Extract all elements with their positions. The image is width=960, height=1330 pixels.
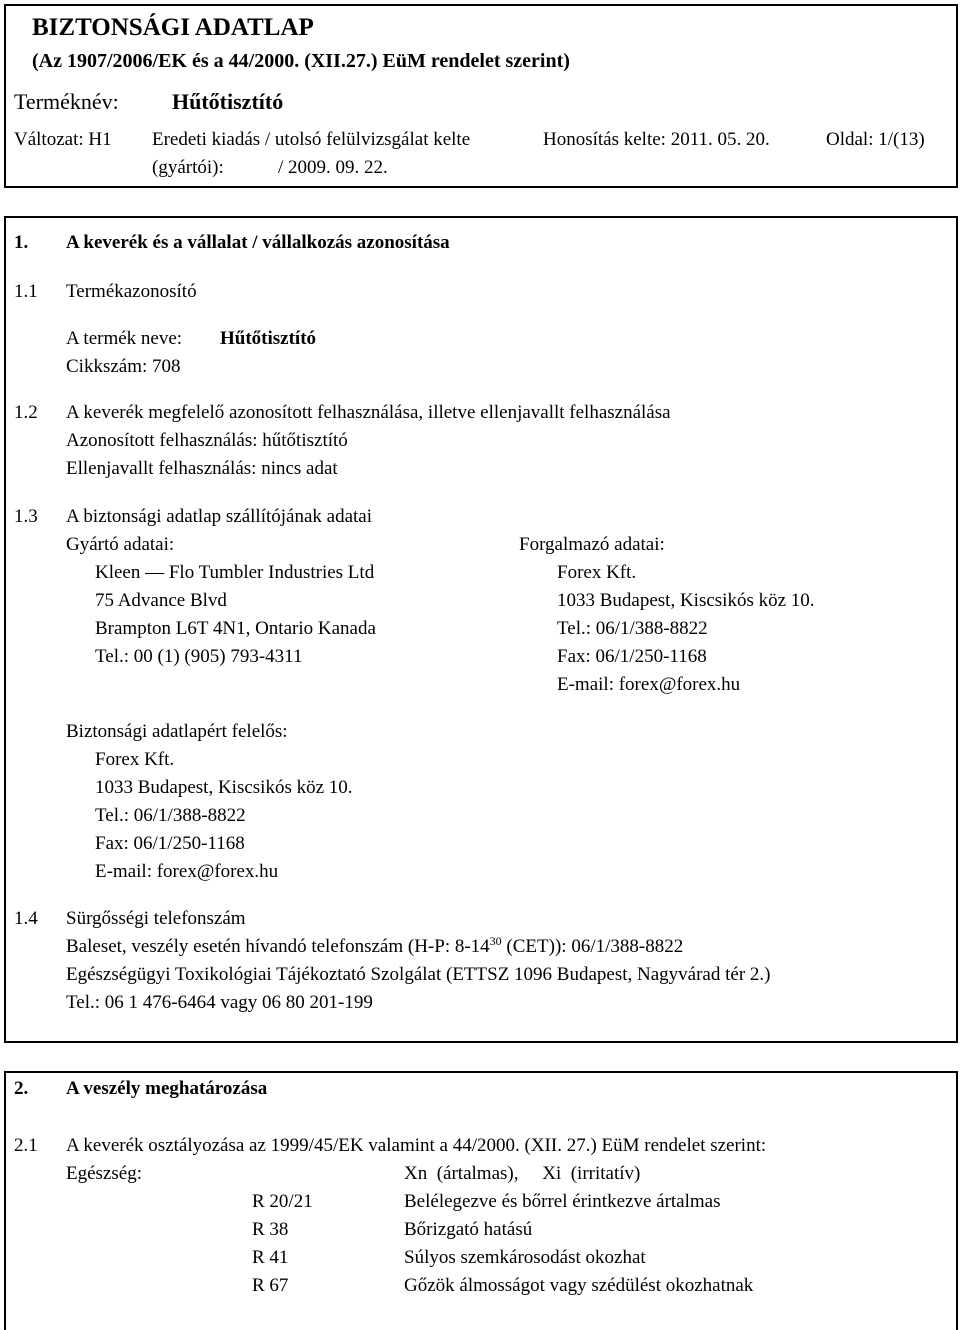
manufacturer-line: Brampton L6T 4N1, Ontario Kanada (95, 618, 376, 639)
section-2-1-number: 2.1 (14, 1135, 38, 1156)
distributor-line: 1033 Budapest, Kiscsikós köz 10. (557, 590, 815, 611)
issue-label-2: (gyártói): (152, 157, 224, 178)
emergency-phone-superscript: 30 (489, 934, 502, 948)
distributor-line: Fax: 06/1/250-1168 (557, 646, 707, 667)
r-phrase-text: Gőzök álmosságot vagy szédülést okozhatnak (404, 1275, 754, 1296)
responsible-line: Fax: 06/1/250-1168 (95, 833, 245, 854)
responsible-label: Biztonsági adatlapért felelős: (66, 721, 288, 742)
document-subtitle: (Az 1907/2006/EK és a 44/2000. (XII.27.) EüM rendelet szerint) (32, 50, 570, 72)
section-2-title: A veszély meghatározása (66, 1078, 268, 1099)
contraindicated-use: Ellenjavallt felhasználás: nincs adat (66, 458, 338, 479)
section-1-1-number: 1.1 (14, 281, 38, 302)
responsible-line: Tel.: 06/1/388-8822 (95, 805, 246, 826)
issue-label: Eredeti kiadás / utolsó felülvizsgálat kelte (152, 129, 471, 150)
section-1-number: 1. (14, 232, 29, 253)
emergency-phone-line (66, 933, 683, 961)
localization-date: Honosítás kelte: 2011. 05. 20. (543, 129, 770, 150)
product-name: Hűtőtisztító (172, 89, 284, 114)
issue-date: / 2009. 09. 22. (278, 157, 388, 178)
responsible-line: Forex Kft. (95, 749, 175, 770)
manufacturer-line: 75 Advance Blvd (95, 590, 227, 611)
product-name-value: Hűtőtisztító (220, 328, 317, 349)
r-phrase-code: R 67 (252, 1275, 289, 1296)
r-phrase-text: Bőrizgató hatású (404, 1219, 533, 1240)
section-1-1-title: Termékazonosító (66, 281, 197, 302)
product-label: Terméknév: (14, 89, 119, 114)
section-1-2-title: A keverék megfelelő azonosított felhasználása, illetve ellenjavallt felhasználása (66, 402, 671, 423)
section-2-1-title: A keverék osztályozása az 1999/45/EK valamint a 44/2000. (XII. 27.) EüM rendelet szerint: (66, 1135, 767, 1156)
r-phrase-code: R 20/21 (252, 1191, 313, 1212)
responsible-line: 1033 Budapest, Kiscsikós köz 10. (95, 777, 353, 798)
manufacturer-line: Tel.: 00 (1) (905) 793-4311 (95, 646, 303, 667)
identified-use: Azonosított felhasználás: hűtőtisztító (66, 430, 348, 451)
section-1-2-number: 1.2 (14, 402, 38, 423)
document-title: BIZTONSÁGI ADATLAP (32, 14, 314, 41)
distributor-email: E-mail: forex@forex.hu (557, 674, 741, 695)
distributor-line: Forex Kft. (557, 562, 637, 583)
product-name-label: A termék neve: (66, 328, 183, 349)
section-1-4-title: Sürgősségi telefonszám (66, 908, 246, 929)
r-phrase-code: R 38 (252, 1219, 289, 1240)
item-number: Cikkszám: 708 (66, 356, 181, 377)
toxicology-service: Egészségügyi Toxikológiai Tájékoztató Szolgálat (ETTSZ 1096 Budapest, Nagyvárad tér 2.) (66, 964, 771, 985)
distributor-line: Tel.: 06/1/388-8822 (557, 618, 708, 639)
section-1-3-number: 1.3 (14, 506, 38, 527)
r-phrase-text: Súlyos szemkárosodást okozhat (404, 1247, 646, 1268)
section-1-3-title: A biztonsági adatlap szállítójának adatai (66, 506, 373, 527)
emergency-phone-text: Baleset, veszély esetén hívandó telefonszám (H-P: 8-14 (66, 936, 490, 957)
hazard-classes: Xn (ártalmas), Xi (irritatív) (404, 1163, 641, 1184)
r-phrase-text: Belélegezve és bőrrel érintkezve ártalmas (404, 1191, 721, 1212)
version: Változat: H1 (14, 129, 112, 150)
emergency-phone-number: (CET)): 06/1/388-8822 (501, 936, 684, 957)
toxicology-phone: Tel.: 06 1 476-6464 vagy 06 80 201-199 (66, 992, 373, 1013)
manufacturer-line: Kleen — Flo Tumbler Industries Ltd (95, 562, 375, 583)
section-1-title: A keverék és a vállalat / vállalkozás azonosítása (66, 232, 450, 253)
distributor-label: Forgalmazó adatai: (519, 534, 665, 555)
section-1-4-number: 1.4 (14, 908, 38, 929)
health-label: Egészség: (66, 1163, 142, 1184)
manufacturer-label: Gyártó adatai: (66, 534, 175, 555)
page-number: Oldal: 1/(13) (826, 129, 925, 150)
section-2-number: 2. (14, 1078, 29, 1099)
responsible-email: E-mail: forex@forex.hu (95, 861, 279, 882)
r-phrase-code: R 41 (252, 1247, 289, 1268)
